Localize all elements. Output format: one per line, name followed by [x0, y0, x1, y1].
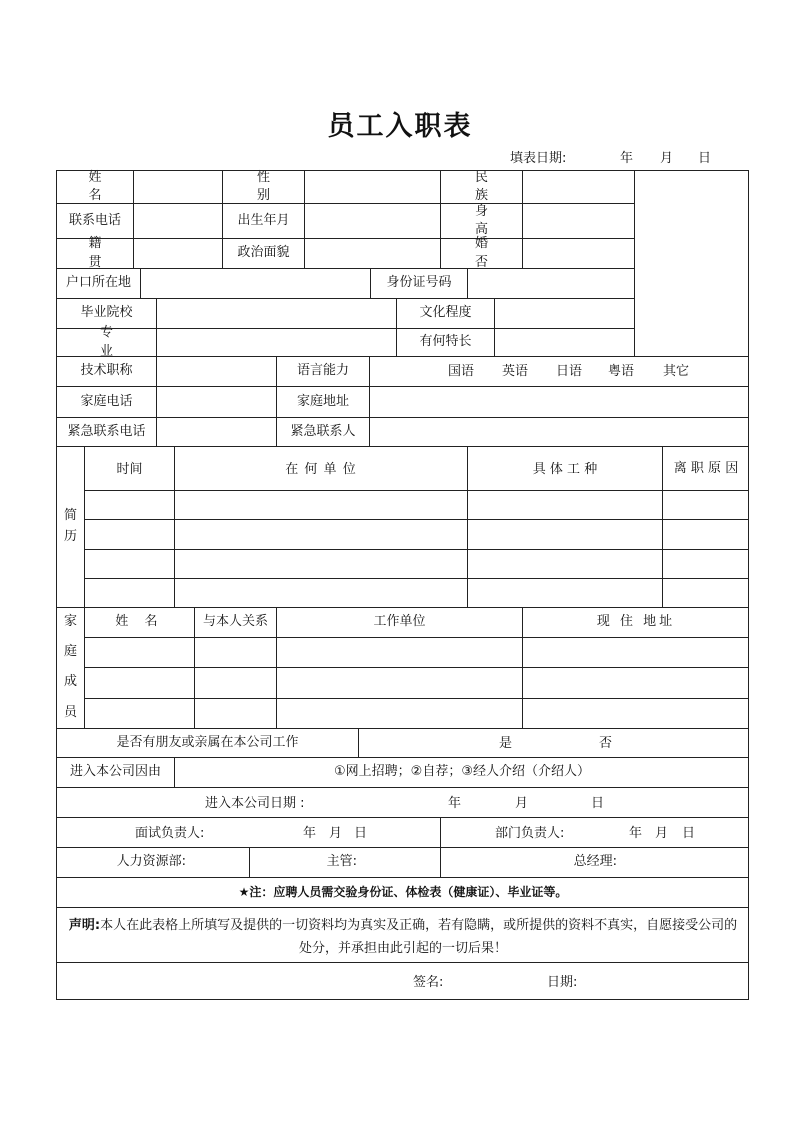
- entry-date-year: 年: [448, 796, 462, 811]
- signature-label[interactable]: 签名:: [413, 975, 444, 990]
- language-option[interactable]: 其它: [663, 364, 690, 379]
- relatives-yes-option[interactable]: 是: [499, 736, 513, 751]
- resume-cell[interactable]: [84, 519, 174, 549]
- home-address-label: 家庭地址: [276, 386, 369, 417]
- relatives-question: 是否有朋友或亲属在本公司工作: [56, 728, 358, 757]
- entry-date-month: 月: [515, 796, 529, 811]
- resume-cell[interactable]: [662, 519, 749, 549]
- hukou-label: 户口所在地: [56, 268, 140, 298]
- politics-label: 政治面貌: [222, 238, 304, 268]
- resume-cell[interactable]: [174, 549, 467, 578]
- family-cell[interactable]: [522, 698, 749, 728]
- major-field[interactable]: [156, 328, 396, 356]
- family-header-address: 现 住 地址: [522, 607, 749, 637]
- resume-cell[interactable]: [467, 549, 662, 578]
- height-label: 身 高: [440, 203, 522, 238]
- origin-label: 籍 贯: [56, 238, 133, 268]
- id-number-label: 身份证号码: [370, 268, 467, 298]
- resume-cell[interactable]: [662, 490, 749, 519]
- resume-cell[interactable]: [467, 578, 662, 607]
- resume-cell[interactable]: [467, 519, 662, 549]
- home-phone-field[interactable]: [156, 386, 276, 417]
- id-number-field[interactable]: [467, 268, 634, 298]
- declaration: [56, 907, 749, 962]
- school-field[interactable]: [156, 298, 396, 328]
- major-label: 专 业: [56, 328, 156, 356]
- resume-cell[interactable]: [467, 490, 662, 519]
- department-year: 年: [629, 826, 643, 841]
- ethnicity-field[interactable]: [522, 170, 634, 203]
- interview-month: 月: [329, 826, 343, 841]
- reason-options[interactable]: ①网上招聘；②自荐；③经人介绍（介绍人）: [174, 757, 749, 787]
- resume-header-reason: 离 职 原 因: [662, 446, 749, 490]
- gender-label: 性 别: [222, 170, 304, 203]
- employee-form: [56, 170, 749, 1000]
- interview-day: 日: [354, 826, 368, 841]
- resume-cell[interactable]: [174, 490, 467, 519]
- phone-field[interactable]: [133, 203, 222, 238]
- department-label: 部门负责人:: [495, 826, 565, 841]
- hr-approval[interactable]: 人力资源部:: [56, 847, 249, 877]
- resume-cell[interactable]: [84, 549, 174, 578]
- family-header-work: 工作单位: [276, 607, 522, 637]
- family-cell[interactable]: [84, 698, 194, 728]
- relatives-no-option[interactable]: 否: [599, 736, 613, 751]
- emergency-phone-label: 紧急联系电话: [56, 417, 156, 446]
- home-phone-label: 家庭电话: [56, 386, 156, 417]
- language-ability-label: 语言能力: [276, 356, 369, 386]
- department-day: 日: [682, 826, 696, 841]
- height-field[interactable]: [522, 203, 634, 238]
- phone-label: 联系电话: [56, 203, 133, 238]
- name-label: 姓 名: [56, 170, 133, 203]
- name-field[interactable]: [133, 170, 222, 203]
- resume-cell[interactable]: [84, 490, 174, 519]
- tech-title-field[interactable]: [156, 356, 276, 386]
- family-cell[interactable]: [194, 698, 276, 728]
- language-option[interactable]: 英语: [502, 364, 529, 379]
- family-cell[interactable]: [194, 667, 276, 698]
- resume-cell[interactable]: [662, 578, 749, 607]
- family-cell[interactable]: [194, 637, 276, 667]
- family-cell[interactable]: [276, 698, 522, 728]
- reason-label: 进入本公司因由: [56, 757, 174, 787]
- education-field[interactable]: [494, 298, 634, 328]
- specialty-label: 有何特长: [396, 328, 494, 356]
- family-cell[interactable]: [84, 637, 194, 667]
- signature-row: [56, 962, 749, 1000]
- birth-label: 出生年月: [222, 203, 304, 238]
- interview-label: 面试负责人:: [135, 826, 205, 841]
- family-label-char: 员: [56, 698, 84, 728]
- language-option[interactable]: 国语: [448, 364, 475, 379]
- declaration-label: 声明:: [68, 918, 101, 933]
- family-header-relation: 与本人关系: [194, 607, 276, 637]
- entry-date-label: 进入本公司日期 :: [205, 796, 305, 811]
- family-label-char: 庭: [56, 637, 84, 667]
- gender-field[interactable]: [304, 170, 440, 203]
- home-address-field[interactable]: [369, 386, 749, 417]
- family-cell[interactable]: [84, 667, 194, 698]
- language-option[interactable]: 粤语: [608, 364, 635, 379]
- tech-title-label: 技术职称: [56, 356, 156, 386]
- family-label-char: 家: [56, 607, 84, 637]
- interview-row[interactable]: [56, 817, 440, 847]
- fill-date-year: 年: [620, 151, 634, 166]
- photo-box[interactable]: [634, 170, 749, 356]
- note: ★注：应聘人员需交验身份证、体检表（健康证）、毕业证等。: [56, 877, 749, 907]
- fill-date-label: 填表日期:: [510, 151, 567, 166]
- fill-date-month: 月: [660, 151, 674, 166]
- signature-date-label[interactable]: 日期:: [547, 975, 578, 990]
- family-cell[interactable]: [276, 667, 522, 698]
- education-label: 文化程度: [396, 298, 494, 328]
- relatives-answer: [358, 728, 749, 757]
- resume-cell[interactable]: [84, 578, 174, 607]
- resume-cell[interactable]: [174, 578, 467, 607]
- gm-approval[interactable]: 总经理:: [440, 847, 749, 877]
- marital-field[interactable]: [522, 238, 634, 268]
- page-title: 员工入职表: [327, 111, 473, 142]
- declaration-text: 本人在此表格上所填写及提供的一切资料均为真实及正确，若有隐瞒，或所提供的资料不真实，自愿接受公司的处分，并承担由此引起的一切后果！: [100, 918, 738, 956]
- entry-date-row[interactable]: [56, 787, 749, 817]
- resume-cell[interactable]: [662, 549, 749, 578]
- origin-field[interactable]: [133, 238, 222, 268]
- family-cell[interactable]: [522, 667, 749, 698]
- family-header-name: 姓 名: [84, 607, 194, 637]
- family-cell[interactable]: [276, 637, 522, 667]
- department-row[interactable]: [440, 817, 749, 847]
- language-options: [369, 356, 749, 386]
- fill-date-day: 日: [698, 151, 712, 166]
- family-label-char: 成: [56, 667, 84, 698]
- resume-header-time: 时间: [84, 446, 174, 490]
- emergency-contact-field[interactable]: [369, 417, 749, 446]
- marital-label: 婚 否: [440, 238, 522, 268]
- hukou-field[interactable]: [140, 268, 370, 298]
- specialty-field[interactable]: [494, 328, 634, 356]
- supervisor-approval[interactable]: 主管:: [249, 847, 440, 877]
- language-option[interactable]: 日语: [556, 364, 583, 379]
- politics-field[interactable]: [304, 238, 440, 268]
- birth-field[interactable]: [304, 203, 440, 238]
- emergency-phone-field[interactable]: [156, 417, 276, 446]
- entry-date-day: 日: [591, 796, 605, 811]
- resume-header-work: 具 体 工 种: [467, 446, 662, 490]
- family-cell[interactable]: [522, 637, 749, 667]
- ethnicity-label: 民 族: [440, 170, 522, 203]
- school-label: 毕业院校: [56, 298, 156, 328]
- resume-label: 简 历: [56, 446, 84, 607]
- resume-header-unit: 在 何 单 位: [174, 446, 467, 490]
- interview-year: 年: [303, 826, 317, 841]
- emergency-contact-label: 紧急联系人: [276, 417, 369, 446]
- resume-cell[interactable]: [174, 519, 467, 549]
- department-month: 月: [655, 826, 669, 841]
